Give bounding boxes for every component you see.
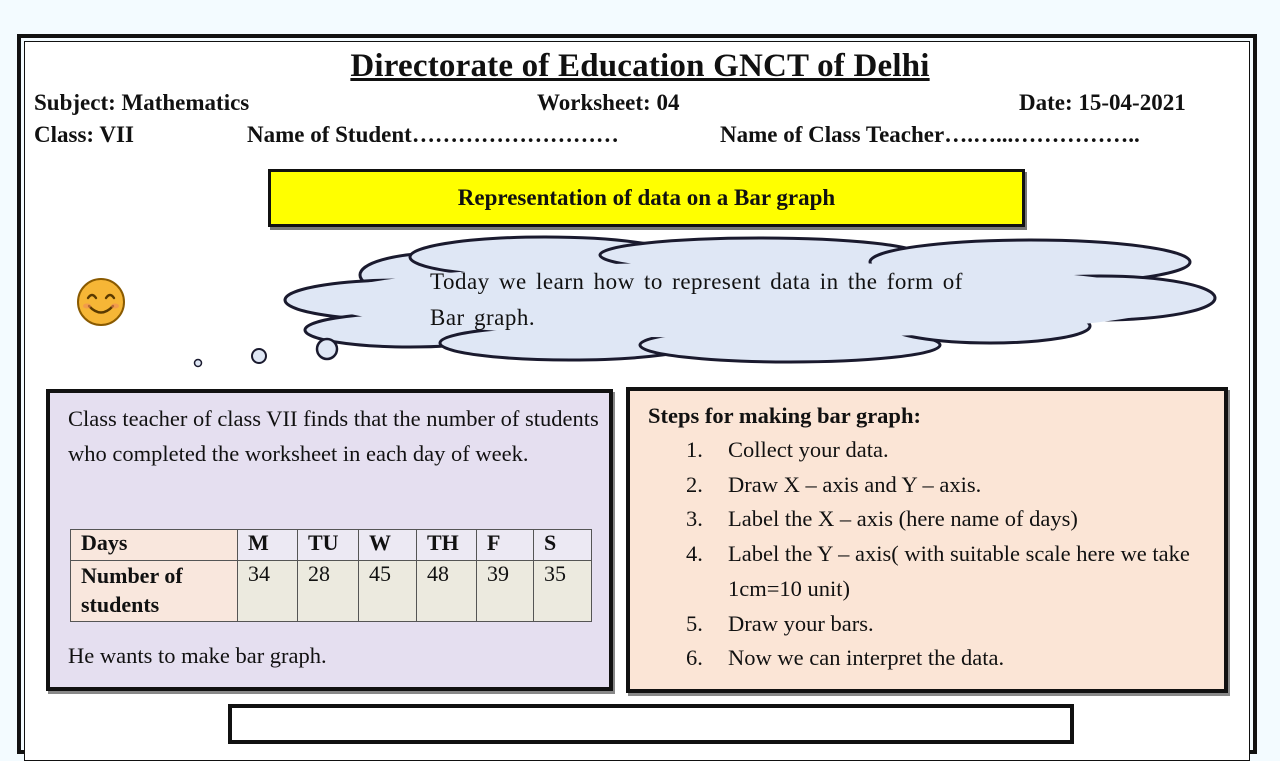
table-cell-count: 35 xyxy=(534,561,592,622)
cloud-text xyxy=(430,264,1010,336)
list-item xyxy=(686,502,1216,537)
problem-box xyxy=(46,389,613,691)
step-number: 3. xyxy=(686,506,703,532)
step-text: Label the X – axis (here name of days) xyxy=(728,506,1078,532)
data-table xyxy=(70,529,592,622)
problem-intro: Class teacher of class VII finds that the number of students who completed the worksheet in each day of week. xyxy=(68,406,599,466)
list-item xyxy=(686,537,1216,606)
cloud-text-line2: Bar graph. xyxy=(430,305,536,330)
subject-label: Subject: Mathematics xyxy=(34,90,250,115)
topic-banner: Representation of data on a Bar graph xyxy=(268,169,1025,227)
table-row-days xyxy=(71,530,592,561)
table-row-counts xyxy=(71,561,592,622)
cloud-text-line1: Today we learn how to represent data in the form of xyxy=(430,269,963,294)
worksheet-label: Worksheet: 04 xyxy=(537,90,680,115)
table-cell-day: S xyxy=(534,530,592,561)
list-item xyxy=(686,433,1216,468)
table-cell-day: F xyxy=(477,530,534,561)
table-cell-count: 34 xyxy=(238,561,298,622)
student-name-field: Name of Student……………………… xyxy=(247,122,619,147)
class-label: Class: VII xyxy=(34,122,134,147)
step-number: 5. xyxy=(686,610,703,636)
list-item xyxy=(686,607,1216,642)
table-cell-count: 28 xyxy=(298,561,359,622)
steps-list xyxy=(686,433,1216,676)
table-cell-day: M xyxy=(238,530,298,561)
step-text: Draw X – axis and Y – axis. xyxy=(728,471,982,497)
table-cell-count: 48 xyxy=(417,561,477,622)
step-text: Draw your bars. xyxy=(728,610,874,636)
teacher-name-field: Name of Class Teacher….…...…………….. xyxy=(720,122,1140,147)
table-cell-day: W xyxy=(359,530,417,561)
list-item xyxy=(686,468,1216,503)
step-number: 1. xyxy=(686,437,703,462)
steps-box xyxy=(626,387,1228,693)
date-label: Date: 15-04-2021 xyxy=(1019,90,1186,115)
step-number: 4. xyxy=(686,541,703,567)
problem-closing: He wants to make bar graph. xyxy=(68,643,327,668)
table-cell-day: TU xyxy=(298,530,359,561)
table-cell-count: 39 xyxy=(477,561,534,622)
table-header-students: Number of students xyxy=(71,561,238,622)
step-text: Label the Y – axis( with suitable scale here we take 1cm=10 unit) xyxy=(728,541,1190,601)
smiley-face-icon xyxy=(76,277,126,327)
table-cell-count: 45 xyxy=(359,561,417,622)
page-title: Directorate of Education GNCT of Delhi xyxy=(350,48,930,84)
step-text: Collect your data. xyxy=(728,437,889,462)
step-text: Now we can interpret the data. xyxy=(728,645,1005,671)
list-item xyxy=(686,641,1216,676)
table-header-days: Days xyxy=(71,530,238,561)
bottom-box xyxy=(228,704,1074,744)
step-number: 6. xyxy=(686,645,703,671)
steps-title: Steps for making bar graph: xyxy=(648,403,921,428)
table-cell-day: TH xyxy=(417,530,477,561)
step-number: 2. xyxy=(686,471,703,497)
